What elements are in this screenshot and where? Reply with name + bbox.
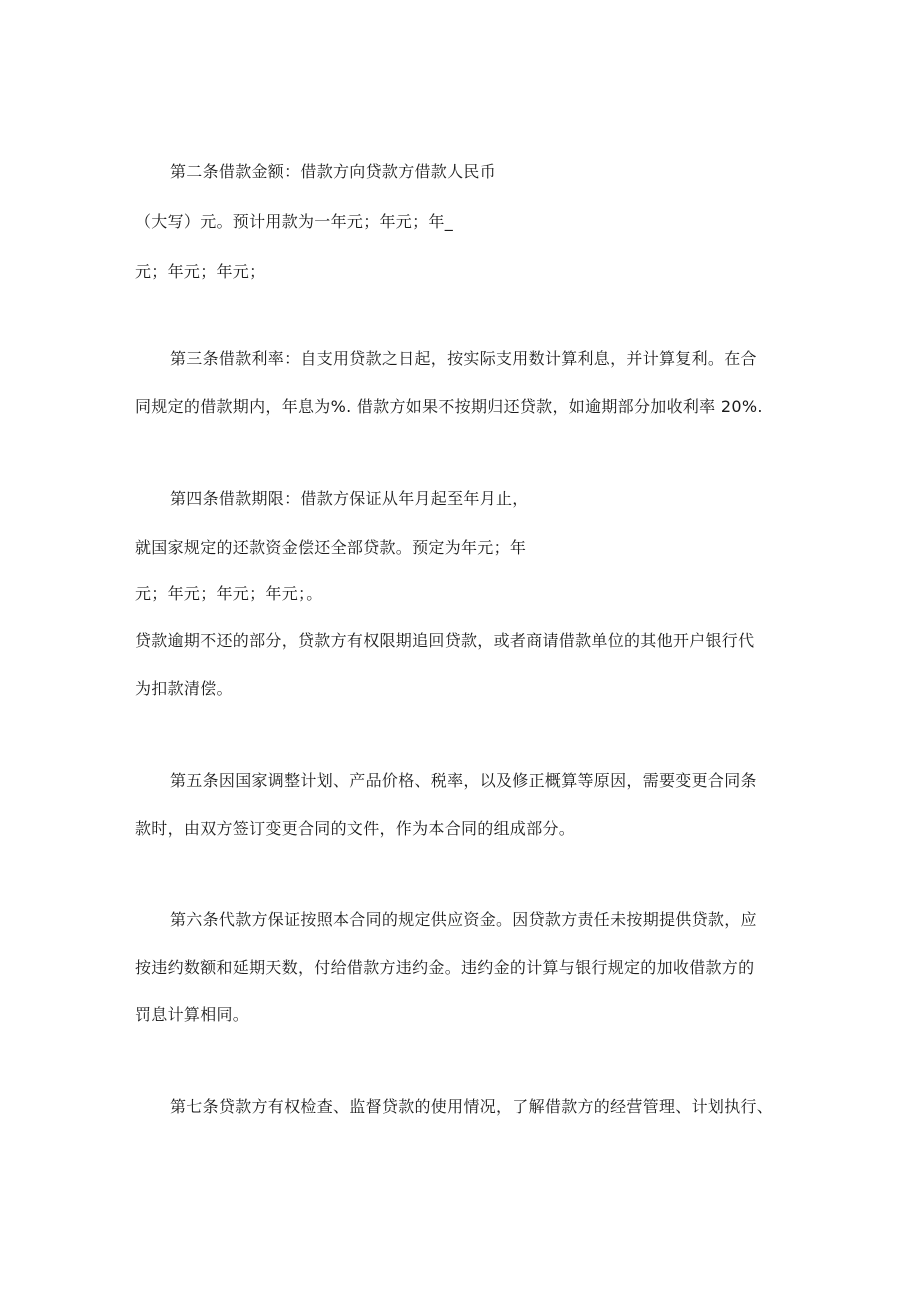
article-6-line-1: 第六条代款方保证按照本合同的规定供应资金。因贷款方责任未按期提供贷款，应 <box>170 910 757 929</box>
article-6-line-3: 罚息计算相同。 <box>135 1005 250 1024</box>
article-4-line-3: 元；年元；年元；年元；。 <box>135 584 323 603</box>
article-5-line-2: 款时，由双方签订变更合同的文件，作为本合同的组成部分。 <box>135 819 576 838</box>
article-6-line-2: 按违约数额和延期天数，付给借款方违约金。违约金的计算与银行规定的加收借款方的 <box>135 958 755 977</box>
article-3-line-1: 第三条借款利率：自支用贷款之日起，按实际支用数计算利息，并计算复利。在合 <box>170 349 757 368</box>
article-4-line-4: 贷款逾期不还的部分，贷款方有权限期追回贷款，或者商请借款单位的其他开户银行代 <box>135 631 755 650</box>
article-7-line-1: 第七条贷款方有权检查、监督贷款的使用情况，了解借款方的经营管理、计划执行、 <box>170 1097 774 1116</box>
article-2-line-2: （大写）元。预计用款为一年元；年元；年_ <box>135 212 454 231</box>
article-4-line-5: 为扣款清偿。 <box>135 679 233 698</box>
article-5-line-1: 第五条因国家调整计划、产品价格、税率，以及修正概算等原因，需要变更合同条 <box>170 771 757 790</box>
article-2-line-1: 第二条借款金额：借款方向贷款方借款人民币 <box>170 162 497 181</box>
article-4-line-2: 就国家规定的还款资金偿还全部贷款。预定为年元；年 <box>135 538 527 557</box>
article-3-line-2: 同规定的借款期内，年息为%. 借款方如果不按期归还贷款，如逾期部分加收利率 20%. <box>135 397 763 416</box>
article-2-line-3: 元；年元；年元； <box>135 262 266 281</box>
article-4-line-1: 第四条借款期限：借款方保证从年月起至年月止， <box>170 489 529 508</box>
